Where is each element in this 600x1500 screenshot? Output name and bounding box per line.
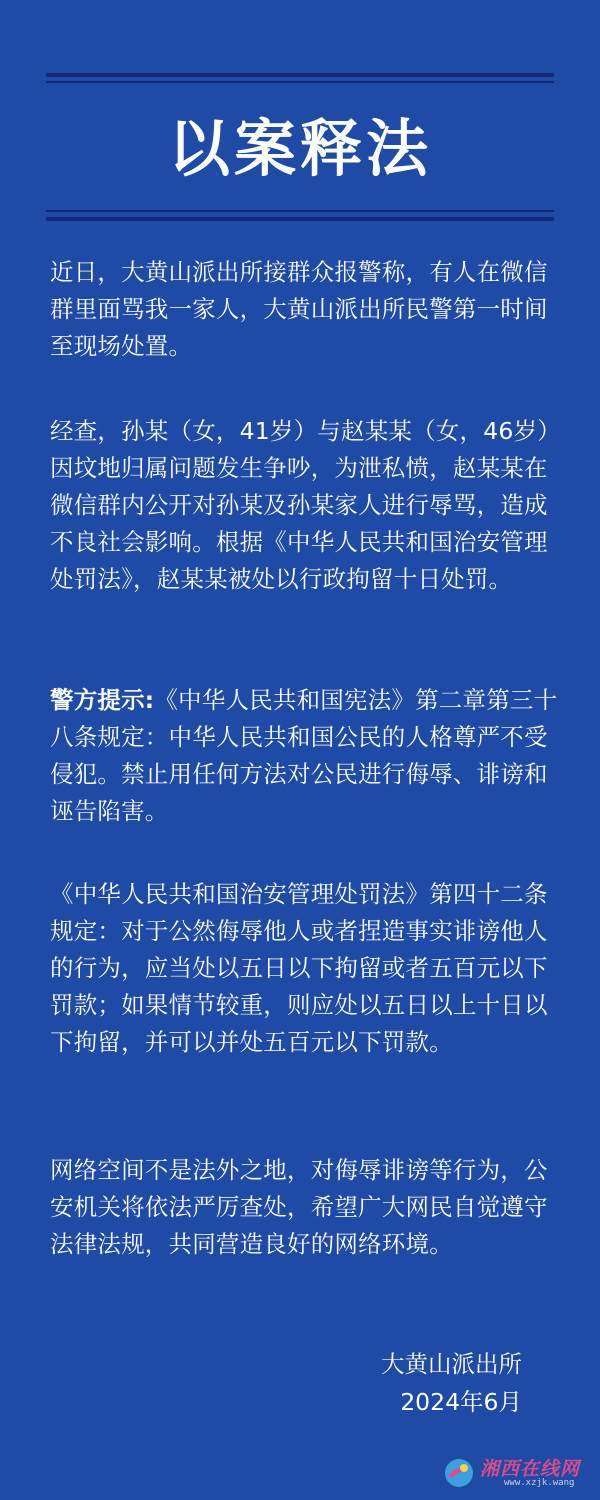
- police-tip-label: 警方提示:: [50, 686, 155, 714]
- paragraph-incident: 近日，大黄山派出所接群众报警称，有人在微信群里面骂我一家人，大黄山派出所民警第一时间至现场处置。: [50, 258, 548, 360]
- paragraph-investigation: 经查，孙某（女，41岁）与赵某某（女，46岁）因坟地归属问题发生争吵，为泄私愤，赵某某在微信群内公开对孙某及孙某家人进行辱骂，造成不良社会影响。根据《中华人民共和国治安管理处罚法》，赵某某被处以行政拘留十日处罚。: [50, 417, 550, 593]
- paragraph-law-article: 《中华人民共和国治安管理处罚法》第四十二条规定：对于公然侮辱他人或者捏造事实诽谤他人的行为，应当处以五日以下拘留或者五百元以下罚款；如果情节较重，则应处以五日以上十日以下拘留，并可以并处五百元以下罚款。: [50, 880, 548, 1056]
- top-rule-thick: [46, 73, 554, 77]
- signature-date: 2024年6月: [400, 1388, 522, 1416]
- bottom-rule-thin: [46, 210, 554, 212]
- paragraph-police-tip: [50, 682, 560, 830]
- watermark-text: 湘西在线网: [480, 1458, 581, 1480]
- page-title: 以案释法: [167, 112, 432, 185]
- watermark: [442, 1454, 592, 1494]
- paragraph-conclusion: 网络空间不是法外之地，对侮辱诽谤等行为，公安机关将依法严厉查处，希望广大网民自觉遵守法律法规，共同营造良好的网络环境。: [50, 1156, 548, 1258]
- signature-org: 大黄山派出所: [381, 1350, 522, 1378]
- top-rule-thin: [46, 81, 554, 83]
- watermark-url: www.xzjk.wang: [504, 1478, 575, 1488]
- police-tip-text: 《中华人民共和国宪法》第二章第三十八条规定：中华人民共和国公民的人格尊严不受侵犯。禁止用任何方法对公民进行侮辱、诽谤和诬告陷害。: [50, 686, 558, 825]
- watermark-logo-icon: [442, 1456, 476, 1490]
- bottom-rule-thick: [46, 217, 554, 221]
